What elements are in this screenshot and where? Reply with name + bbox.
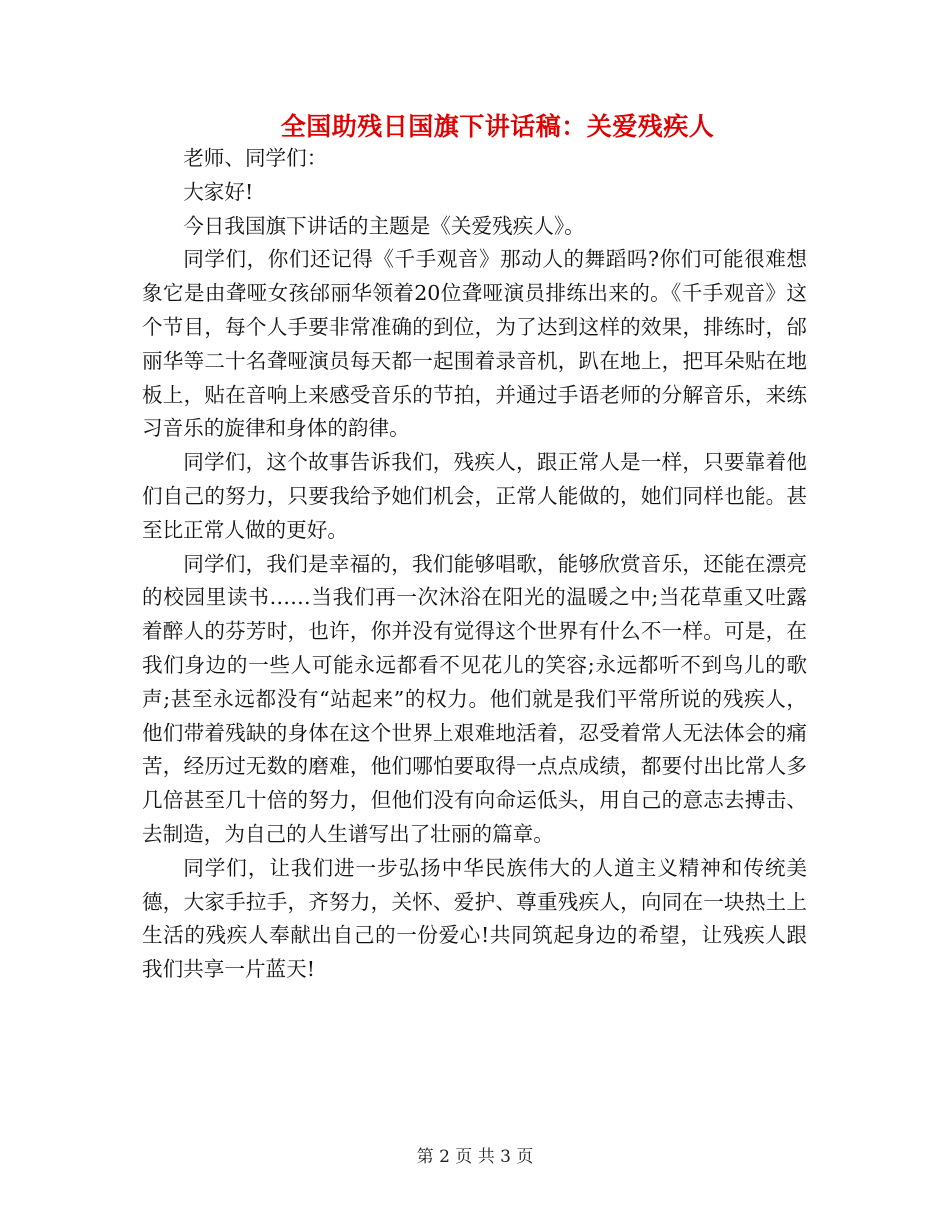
salutation-paragraph: 大家好!	[183, 179, 254, 204]
story-paragraph: 同学们，你们还记得《千手观音》那动人的舞蹈吗?你们可能很难想象它是由聋哑女孩邰丽华领着20位聋哑演员排练出来的。《千手观音》这个节目，每个人手要非常准确的到位，为了达到这样的效果，排练时，邰丽华等二十名聋哑演员每天都一起围着录音机，趴在地上，把耳朵贴在地板上，贴在音响上来感受音乐的节拍，并通过手语老师的分解音乐，来练习音乐的旋律和身体的韵律。	[142, 247, 807, 441]
lesson-paragraph: 同学们，这个故事告诉我们，残疾人，跟正常人是一样，只要靠着他们自己的努力，只要我给予她们机会，正常人能做的，她们同样也能。甚至比正常人做的更好。	[142, 450, 807, 542]
document-title: 全国助残日国旗下讲话稿：关爱残疾人	[280, 112, 715, 141]
topic-paragraph: 今日我国旗下讲话的主题是《关爱残疾人》。	[183, 213, 585, 238]
reflection-paragraph: 同学们，我们是幸福的，我们能够唱歌，能够欣赏音乐，还能在漂亮的校园里读书……当我们再一次沐浴在阳光的温暖之中;当花草重又吐露着醉人的芬芳时，也许，你并没有觉得这个世界有什么不一样。可是，在我们身边的一些人可能永远都看不见花儿的笑容;永远都听不到鸟儿的歌声;甚至永远都没有“站起来”的权力。他们就是我们平常所说的残疾人，他们带着残缺的身体在这个世界上艰难地活着，忍受着常人无法体会的痛苦，经历过无数的磨难，他们哪怕要取得一点点成绩，都要付出比常人多几倍甚至几十倍的努力，但他们没有向命运低头，用自己的意志去搏击、去制造，为自己的人生谱写出了壮丽的篇章。	[142, 551, 807, 846]
document-body	[142, 142, 807, 987]
call-to-action-paragraph: 同学们，让我们进一步弘扬中华民族伟大的人道主义精神和传统美德，大家手拉手，齐努力，关怀、爱护、尊重残疾人，向同在一块热土上生活的残疾人奉献出自己的一份爱心!共同筑起身边的希望，让残疾人跟我们共享一片蓝天!	[142, 855, 807, 982]
page-number-footer: 第 2 页 共 3 页	[416, 1147, 534, 1167]
greeting-paragraph: 老师、同学们：	[183, 146, 328, 170]
